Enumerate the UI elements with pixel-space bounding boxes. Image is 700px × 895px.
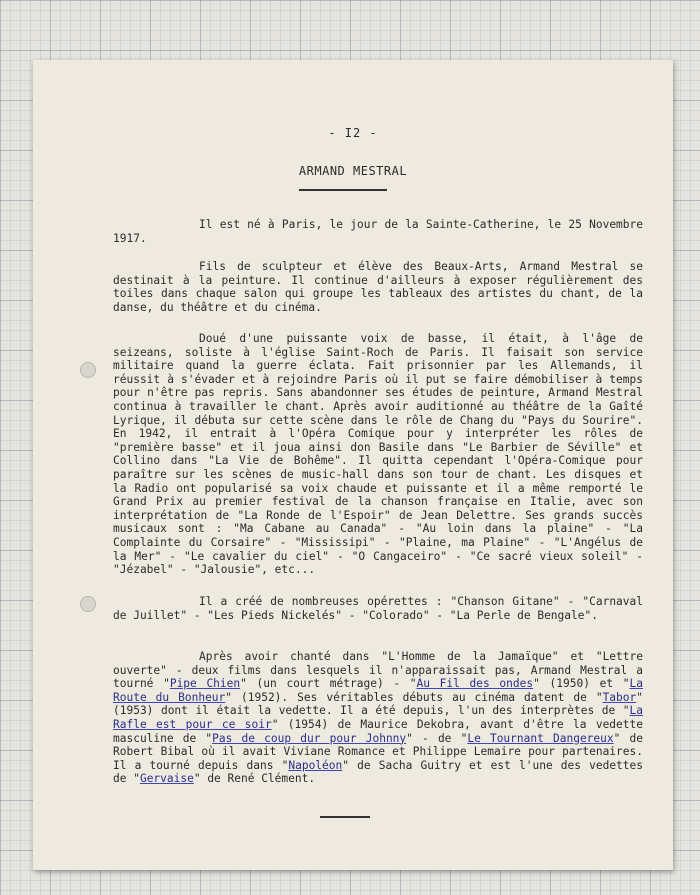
film-title-underlined: Pas de coup dur pour Johnny: [212, 731, 407, 745]
paragraph-films: [113, 650, 643, 786]
film-title-underlined: Gervaise: [139, 772, 194, 786]
paragraph-origins: Fils de sculpteur et élève des Beaux-Arts, Armand Mestral se destinait à la peinture. Il continue d'ailleurs à exposer régulièrement des toiles dans chaque salon qui groupe les tableaux des artistes du chant, de la danse, du théâtre et du cinéma.: [113, 260, 643, 314]
punch-hole-bottom: [80, 596, 96, 612]
page-number: - I2 -: [328, 126, 378, 140]
film-title-underlined: Pipe Chien: [169, 677, 241, 691]
title-underline: [299, 189, 387, 191]
film-title-underlined: Le Tournant Dangereux: [467, 731, 614, 745]
paragraph-operettas: Il a créé de nombreuses opérettes : "Chanson Gitane" - "Carnaval de Juillet" - "Les Pieds Nickelés" - "Colorado" - "La Perle de Bengale".: [113, 595, 643, 622]
document-page: [33, 60, 673, 870]
film-title-underlined: La Route du Bonheur: [113, 677, 644, 704]
paragraph-birth: Il est né à Paris, le jour de la Sainte-Catherine, le 25 Novembre 1917.: [113, 218, 643, 245]
films-text-3: " (1950) et ": [533, 677, 630, 691]
films-text-7: " - de ": [406, 731, 468, 745]
end-rule: [320, 816, 370, 818]
films-text-5: " (1953) dont il était la vedette. Il a été depuis, l'un des interprètes de ": [113, 690, 643, 718]
films-text-9: " de Sacha Guitry et est l'une des vedettes de ": [113, 758, 644, 786]
films-text-2: " (un court métrage) - ": [240, 677, 417, 691]
films-text-8: " de Robert Bibal où il avait Viviane Romance et Philippe Lemaire pour partenaires. Il a tourné depuis dans ": [113, 731, 644, 772]
film-title-underlined: Tabor: [602, 690, 637, 704]
films-text-4: " (1952). Ses véritables débuts au cinéma datent de ": [225, 690, 603, 704]
punch-hole-top: [80, 362, 96, 378]
films-text-10: " de René Clément.: [193, 772, 316, 786]
films-text-6: " (1954) de Maurice Dekobra, avant d'être la vedette masculine de ": [113, 717, 643, 745]
film-title-underlined: La Rafle est pour ce soir: [113, 704, 643, 731]
page-title: ARMAND MESTRAL: [298, 164, 408, 178]
film-title-underlined: Au Fil des ondes: [416, 677, 534, 691]
paragraph-career: Doué d'une puissante voix de basse, il était, à l'âge de seizeans, soliste à l'église Saint-Roch de Paris. Il faisait son service militaire quand la guerre éclata. Fait prisonnier par les Allemands, il réussit à s'évader et à rejoindre Paris où il put se faire démobiliser à temps pour n'être pas repris. Sans abandonner ses études de peinture, Armand Mestral continua à travailler le chant. Après avoir auditionné au théâtre de la Gaîté Lyrique, il débuta sur cette scène dans le rôle de Chang du "Pays du Sourire". En 1942, il entrait à l'Opéra Comique pour y interpréter les rôles de "première basse" et il joua ainsi don Basile dans "Le Barbier de Séville" et Collino dans "La Vie de Bohême". Il quitta cependant l'Opéra-Comique pour paraître sur les scènes de music-hall dans son tour de chant. Les disques et la Radio ont popularisé sa voix chaude et puissante et il a même remporté le Grand Prix au premier festival de la chanson française en Italie, avec son interprétation de "La Ronde de l'Espoir" de Jean Delettre. Ses grands succès musicaux sont : "Ma Cabane au Canada" - "Au loin dans la plaine" - "La Complainte du Corsaire" - "Mississipi" - "Plaine, ma Plaine" - "L'Angélus de la Mer" - "Le cavalier du ciel" - "O Cangaceiro" - "Ce sacré vieux soleil" - "Jézabel" - "Jalousie", etc...: [113, 332, 643, 577]
film-title-underlined: Napoléon: [288, 758, 343, 772]
films-text-1: Après avoir chanté dans "L'Homme de la Jamaïque" et "Lettre ouverte" - deux films dans lesquels il n'apparaissait pas, Armand Mestral a tourné ": [113, 650, 643, 691]
